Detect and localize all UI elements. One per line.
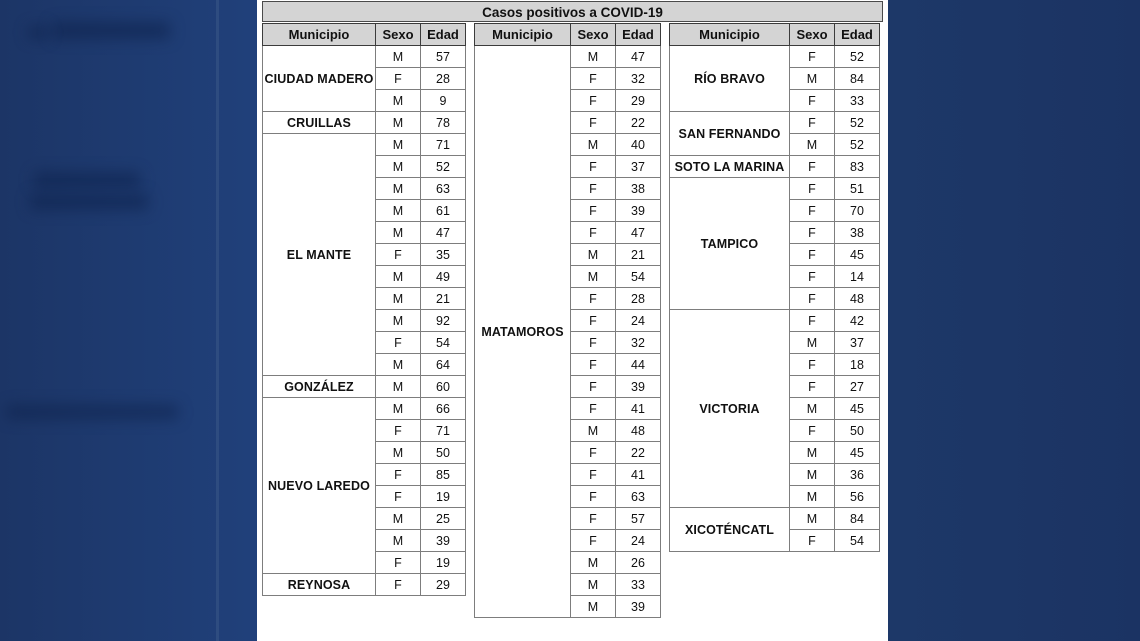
blurred-text-glyph	[34, 172, 140, 188]
municipality-cell: RÍO BRAVO	[670, 46, 790, 112]
edad-cell: 50	[421, 442, 466, 464]
table-columns	[262, 23, 883, 618]
edad-cell: 45	[835, 442, 880, 464]
edad-cell: 54	[616, 266, 661, 288]
edad-cell: 56	[835, 486, 880, 508]
edad-cell: 21	[616, 244, 661, 266]
sexo-cell: F	[571, 178, 616, 200]
blurred-text-glyph	[30, 194, 148, 210]
edad-cell: 42	[835, 310, 880, 332]
edad-cell: 70	[835, 200, 880, 222]
edad-cell: 32	[616, 68, 661, 90]
edad-cell: 28	[616, 288, 661, 310]
sexo-cell: M	[376, 178, 421, 200]
municipality-cell: SOTO LA MARINA	[670, 156, 790, 178]
edad-cell: 66	[421, 398, 466, 420]
table-row	[670, 178, 880, 200]
edad-cell: 33	[835, 90, 880, 112]
edad-cell: 39	[421, 530, 466, 552]
edad-cell: 45	[835, 244, 880, 266]
edad-cell: 22	[616, 112, 661, 134]
edad-cell: 28	[421, 68, 466, 90]
sexo-cell: F	[571, 508, 616, 530]
sexo-cell: F	[376, 68, 421, 90]
cases-table-2	[669, 23, 880, 552]
sexo-cell: F	[376, 486, 421, 508]
edad-cell: 18	[835, 354, 880, 376]
sexo-cell: F	[571, 486, 616, 508]
edad-cell: 57	[421, 46, 466, 68]
municipality-cell: MATAMOROS	[475, 46, 571, 618]
edad-cell: 35	[421, 244, 466, 266]
edad-cell: 37	[616, 156, 661, 178]
sexo-cell: M	[376, 222, 421, 244]
table-row	[263, 112, 466, 134]
table-sheet	[257, 0, 888, 641]
edad-cell: 24	[616, 310, 661, 332]
edad-cell: 92	[421, 310, 466, 332]
edad-cell: 25	[421, 508, 466, 530]
edad-cell: 61	[421, 200, 466, 222]
header-sexo: Sexo	[790, 24, 835, 46]
table-row	[670, 310, 880, 332]
edad-cell: 57	[616, 508, 661, 530]
sexo-cell: M	[790, 486, 835, 508]
sexo-cell: F	[376, 332, 421, 354]
edad-cell: 52	[835, 46, 880, 68]
header-municipio: Municipio	[670, 24, 790, 46]
edad-cell: 47	[616, 222, 661, 244]
sexo-cell: M	[790, 68, 835, 90]
sexo-cell: F	[790, 376, 835, 398]
municipality-cell: VICTORIA	[670, 310, 790, 508]
edad-cell: 48	[616, 420, 661, 442]
sexo-cell: F	[571, 464, 616, 486]
edad-cell: 24	[616, 530, 661, 552]
sexo-cell: M	[376, 90, 421, 112]
table-column-block-2	[669, 23, 880, 552]
table-row	[263, 398, 466, 420]
header-municipio: Municipio	[263, 24, 376, 46]
municipality-cell: REYNOSA	[263, 574, 376, 596]
edad-cell: 45	[835, 398, 880, 420]
edad-cell: 37	[835, 332, 880, 354]
edad-cell: 27	[835, 376, 880, 398]
edad-cell: 50	[835, 420, 880, 442]
table-row	[475, 46, 661, 68]
sexo-cell: M	[376, 266, 421, 288]
sexo-cell: M	[571, 46, 616, 68]
edad-cell: 33	[616, 574, 661, 596]
edad-cell: 78	[421, 112, 466, 134]
sexo-cell: M	[571, 134, 616, 156]
blurred-text-glyph	[6, 405, 178, 419]
edad-cell: 60	[421, 376, 466, 398]
edad-cell: 22	[616, 442, 661, 464]
municipality-cell: EL MANTE	[263, 134, 376, 376]
municipality-cell: CIUDAD MADERO	[263, 46, 376, 112]
edad-cell: 63	[421, 178, 466, 200]
sexo-cell: M	[790, 134, 835, 156]
table-row	[670, 112, 880, 134]
edad-cell: 38	[616, 178, 661, 200]
edad-cell: 21	[421, 288, 466, 310]
sexo-cell: F	[790, 420, 835, 442]
cases-table-1	[474, 23, 661, 618]
table-row	[263, 134, 466, 156]
header-municipio: Municipio	[475, 24, 571, 46]
edad-cell: 84	[835, 508, 880, 530]
sexo-cell: M	[571, 574, 616, 596]
sexo-cell: F	[790, 244, 835, 266]
edad-cell: 39	[616, 200, 661, 222]
edad-cell: 84	[835, 68, 880, 90]
sexo-cell: F	[571, 156, 616, 178]
sexo-cell: F	[571, 332, 616, 354]
sexo-cell: F	[376, 574, 421, 596]
edad-cell: 29	[421, 574, 466, 596]
sexo-cell: F	[571, 354, 616, 376]
covid-case-table	[262, 1, 883, 618]
sexo-cell: F	[571, 112, 616, 134]
sexo-cell: F	[790, 156, 835, 178]
table-row	[670, 46, 880, 68]
edad-cell: 14	[835, 266, 880, 288]
edad-cell: 36	[835, 464, 880, 486]
sexo-cell: F	[790, 310, 835, 332]
edad-cell: 44	[616, 354, 661, 376]
edad-cell: 41	[616, 398, 661, 420]
header-edad: Edad	[421, 24, 466, 46]
sexo-cell: F	[376, 552, 421, 574]
edad-cell: 71	[421, 420, 466, 442]
edad-cell: 54	[835, 530, 880, 552]
sexo-cell: F	[571, 90, 616, 112]
edad-cell: 71	[421, 134, 466, 156]
sexo-cell: M	[376, 530, 421, 552]
edad-cell: 47	[616, 46, 661, 68]
sexo-cell: F	[571, 530, 616, 552]
edad-cell: 29	[616, 90, 661, 112]
sexo-cell: M	[376, 46, 421, 68]
sexo-cell: F	[571, 310, 616, 332]
sexo-cell: F	[790, 46, 835, 68]
header-sexo: Sexo	[376, 24, 421, 46]
header-edad: Edad	[835, 24, 880, 46]
edad-cell: 54	[421, 332, 466, 354]
sexo-cell: F	[376, 244, 421, 266]
municipality-cell: GONZÁLEZ	[263, 376, 376, 398]
edad-cell: 51	[835, 178, 880, 200]
sexo-cell: M	[376, 112, 421, 134]
edad-cell: 9	[421, 90, 466, 112]
sexo-cell: M	[571, 552, 616, 574]
edad-cell: 52	[835, 112, 880, 134]
table-column-block-1	[474, 23, 661, 618]
edad-cell: 19	[421, 552, 466, 574]
table-column-block-0	[262, 23, 466, 596]
edad-cell: 63	[616, 486, 661, 508]
municipality-cell: CRUILLAS	[263, 112, 376, 134]
sexo-cell: F	[571, 68, 616, 90]
sexo-cell: M	[376, 310, 421, 332]
edad-cell: 26	[616, 552, 661, 574]
municipality-cell: SAN FERNANDO	[670, 112, 790, 156]
sexo-cell: M	[571, 420, 616, 442]
edad-cell: 39	[616, 376, 661, 398]
edad-cell: 19	[421, 486, 466, 508]
sexo-cell: M	[790, 442, 835, 464]
sexo-cell: F	[376, 420, 421, 442]
sexo-cell: M	[790, 398, 835, 420]
edad-cell: 38	[835, 222, 880, 244]
sexo-cell: F	[790, 112, 835, 134]
table-row	[263, 574, 466, 596]
table-header-row	[263, 24, 466, 46]
table-row	[670, 156, 880, 178]
edad-cell: 52	[835, 134, 880, 156]
sexo-cell: M	[571, 596, 616, 618]
sexo-cell: F	[790, 178, 835, 200]
sexo-cell: M	[376, 134, 421, 156]
sexo-cell: F	[571, 442, 616, 464]
edad-cell: 48	[835, 288, 880, 310]
sexo-cell: F	[571, 376, 616, 398]
sexo-cell: M	[376, 398, 421, 420]
sexo-cell: M	[571, 244, 616, 266]
sexo-cell: F	[571, 222, 616, 244]
sexo-cell: M	[376, 442, 421, 464]
header-sexo: Sexo	[571, 24, 616, 46]
edad-cell: 32	[616, 332, 661, 354]
table-row	[263, 46, 466, 68]
table-header-row	[670, 24, 880, 46]
sexo-cell: F	[790, 288, 835, 310]
municipality-cell: TAMPICO	[670, 178, 790, 310]
sexo-cell: F	[376, 464, 421, 486]
sexo-cell: M	[376, 156, 421, 178]
sexo-cell: F	[790, 222, 835, 244]
table-header-row	[475, 24, 661, 46]
sexo-cell: M	[790, 508, 835, 530]
header-edad: Edad	[616, 24, 661, 46]
sexo-cell: M	[376, 200, 421, 222]
blurred-text-glyph	[52, 22, 170, 39]
sexo-cell: M	[376, 288, 421, 310]
edad-cell: 52	[421, 156, 466, 178]
edad-cell: 40	[616, 134, 661, 156]
edad-cell: 49	[421, 266, 466, 288]
sexo-cell: F	[790, 90, 835, 112]
cases-table-0	[262, 23, 466, 596]
backdrop-edge-strip	[216, 0, 219, 641]
edad-cell: 64	[421, 354, 466, 376]
municipality-cell: NUEVO LAREDO	[263, 398, 376, 574]
table-row	[670, 508, 880, 530]
sexo-cell: M	[376, 508, 421, 530]
edad-cell: 47	[421, 222, 466, 244]
edad-cell: 83	[835, 156, 880, 178]
sexo-cell: M	[571, 266, 616, 288]
sexo-cell: M	[790, 332, 835, 354]
edad-cell: 41	[616, 464, 661, 486]
sexo-cell: F	[790, 200, 835, 222]
municipality-cell: XICOTÉNCATL	[670, 508, 790, 552]
sexo-cell: F	[790, 266, 835, 288]
sexo-cell: M	[376, 376, 421, 398]
blurred-text-glyph	[28, 26, 48, 39]
table-row	[263, 376, 466, 398]
sexo-cell: M	[376, 354, 421, 376]
sexo-cell: F	[571, 398, 616, 420]
sexo-cell: F	[571, 200, 616, 222]
page-title: Casos positivos a COVID-19	[262, 1, 883, 22]
sexo-cell: F	[571, 288, 616, 310]
edad-cell: 85	[421, 464, 466, 486]
edad-cell: 39	[616, 596, 661, 618]
sexo-cell: F	[790, 354, 835, 376]
sexo-cell: F	[790, 530, 835, 552]
sexo-cell: M	[790, 464, 835, 486]
